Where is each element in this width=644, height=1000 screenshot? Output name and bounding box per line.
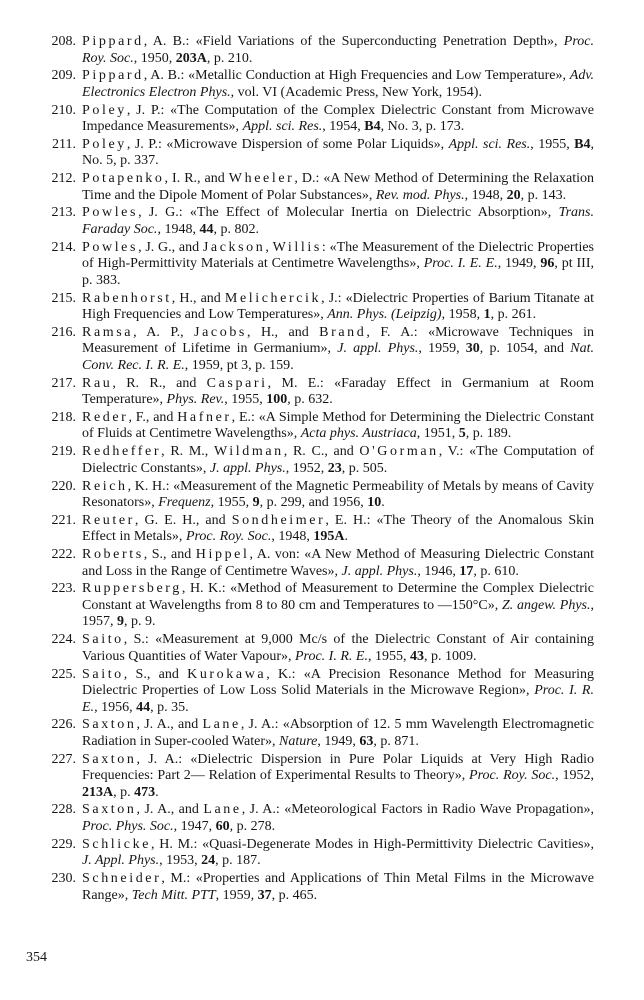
citation-text: , 1959, bbox=[418, 341, 466, 357]
volume-number: 23 bbox=[327, 460, 342, 476]
citation-text: , p. 187. bbox=[215, 853, 261, 869]
citation-text: , p. 299, and 1956, bbox=[259, 495, 368, 511]
volume-number: 63 bbox=[359, 733, 374, 749]
journal-title: Nature bbox=[279, 733, 318, 749]
citation-text: , p. 35. bbox=[150, 699, 189, 715]
reference-entry bbox=[32, 581, 594, 631]
citation-text: , p. 261. bbox=[490, 307, 537, 323]
author-surname: Schneider bbox=[82, 871, 162, 887]
citation-text: , 1952, bbox=[555, 768, 595, 784]
author-surname: Rau bbox=[82, 375, 113, 391]
citation-text: , 1955, bbox=[224, 392, 267, 408]
volume-number: 100 bbox=[266, 392, 288, 408]
volume-number: 473 bbox=[134, 784, 156, 800]
citation-text: , J.: «Dielectric Properties of Barium Titanate at High Frequencies and Low Temperatures», bbox=[82, 290, 594, 323]
author-surname: Redheffer bbox=[82, 444, 162, 460]
author-surname: Melichercik bbox=[224, 290, 322, 306]
reference-number: 216. bbox=[51, 324, 76, 340]
citation-text: , H., and bbox=[246, 324, 320, 340]
reference-entry bbox=[32, 547, 594, 580]
reference-entry bbox=[32, 802, 594, 835]
journal-title: Proc. I. R. E. bbox=[82, 683, 594, 715]
reference-entry bbox=[32, 376, 594, 409]
citation-text: , 1949, bbox=[497, 256, 541, 272]
citation-text: , p. 1009. bbox=[423, 648, 477, 664]
author-surname: Saito bbox=[82, 666, 124, 682]
author-surname: Potapenko bbox=[82, 171, 165, 187]
volume-number: 203A bbox=[175, 50, 207, 66]
citation-text: , R. C., and bbox=[283, 444, 360, 460]
citation-text: . bbox=[344, 529, 348, 545]
citation-text: , J. G., and bbox=[138, 239, 203, 255]
author-surname: Pippard bbox=[82, 34, 144, 49]
author-surname: Poley bbox=[82, 136, 127, 152]
journal-title: Rev. mod. Phys. bbox=[375, 187, 465, 203]
reference-entry bbox=[32, 325, 594, 375]
citation-text: , M. E.: «Faraday Effect in Germanium at Room Temperature», bbox=[82, 375, 594, 408]
citation-text: , J. P.: «Microwave Dispersion of some Polar Liquids», bbox=[126, 136, 449, 152]
citation-text: , 1956, bbox=[94, 699, 137, 715]
reference-number: 210. bbox=[51, 102, 76, 118]
journal-title: Appl. sci. Res. bbox=[242, 119, 323, 135]
volume-number: 60 bbox=[215, 818, 230, 834]
citation-text: , J. A., and bbox=[136, 717, 203, 733]
author-surname: Willis bbox=[272, 239, 322, 255]
volume-number: 44 bbox=[199, 221, 214, 237]
journal-title: Adv. Electronics Electron Phys. bbox=[82, 68, 594, 100]
citation-text: , p. 632. bbox=[287, 392, 333, 408]
author-surname: Jacobs bbox=[194, 324, 247, 340]
journal-title: Frequenz bbox=[158, 495, 211, 511]
volume-number: 20 bbox=[506, 187, 521, 203]
reference-number: 230. bbox=[51, 871, 76, 887]
citation-text: , No. 3, p. 173. bbox=[380, 119, 465, 135]
author-surname: Brand bbox=[319, 324, 367, 340]
citation-text: , E. H.: «The Theory of the Anomalous Skin Effect in Metals», bbox=[82, 512, 594, 545]
citation-text: : «The Measurement of the Dielectric Properties of High-Permittivity Materials at Centimetre Wavelengths», bbox=[82, 239, 595, 272]
citation-text: , 1947, bbox=[173, 818, 216, 834]
journal-title: Proc. I. R. E. bbox=[294, 648, 368, 664]
volume-number: 195A bbox=[313, 529, 345, 545]
reference-number: 208. bbox=[51, 34, 76, 49]
volume-number: 5 bbox=[458, 426, 466, 442]
citation-text: , J. G.: «The Effect of Molecular Inertia on Dielectric Absorption», bbox=[138, 205, 559, 221]
volume-number: 96 bbox=[540, 256, 555, 272]
citation-text: , G. E. H., and bbox=[134, 512, 232, 528]
reference-number: 219. bbox=[51, 444, 76, 460]
citation-text: , 1955, bbox=[367, 648, 410, 664]
volume-number: 44 bbox=[136, 699, 151, 715]
author-surname: Powles bbox=[82, 239, 139, 255]
citation-text: , 1952, bbox=[285, 460, 328, 476]
volume-number: 37 bbox=[257, 887, 272, 903]
citation-text: , p. 143. bbox=[520, 187, 567, 203]
citation-text: , bbox=[265, 239, 273, 255]
author-surname: Wheeler bbox=[228, 171, 295, 187]
citation-text: , V.: «The Computation of Dielectric Constants», bbox=[82, 444, 594, 476]
citation-text: , p. 189. bbox=[465, 426, 512, 442]
volume-number: 9 bbox=[252, 495, 260, 511]
reference-number: 225. bbox=[51, 666, 76, 682]
reference-number: 227. bbox=[51, 751, 76, 767]
citation-text: , 1958, bbox=[441, 307, 484, 323]
volume-number: B4 bbox=[574, 136, 591, 152]
citation-text: , 1957, bbox=[82, 597, 594, 630]
author-surname: Lane bbox=[202, 717, 241, 733]
author-surname: Lane bbox=[203, 802, 242, 818]
volume-number: 43 bbox=[409, 648, 424, 664]
citation-text: , 1949, bbox=[317, 733, 360, 749]
reference-number: 218. bbox=[51, 409, 76, 425]
citation-text: , K. H.: «Measurement of the Magnetic Permeability of Metals by means of Cavity Resonators», bbox=[82, 478, 594, 511]
reference-number: 214. bbox=[51, 239, 76, 255]
reference-number: 224. bbox=[51, 632, 76, 648]
citation-text: , J. A.: «Absorption of 12. 5 mm Wavelength Electromagnetic Radiation in Super-cooled Water», bbox=[82, 717, 595, 749]
reference-entry bbox=[32, 632, 594, 665]
citation-text: , p. 610. bbox=[473, 563, 519, 579]
citation-text: . bbox=[155, 784, 159, 800]
journal-title: Proc. Roy. Soc. bbox=[469, 768, 556, 784]
citation-text: , S.: «Measurement at 9,000 Mc/s of the Dielectric Constant of Air containing Various Quantities of Water Vapour», bbox=[82, 632, 594, 664]
author-surname: Ruppersberg bbox=[82, 581, 182, 597]
citation-text: , 1955, bbox=[530, 136, 575, 152]
author-surname: Hafner bbox=[177, 409, 232, 425]
citation-text: , p. 210. bbox=[206, 50, 253, 66]
citation-text: , R. M., bbox=[161, 444, 214, 460]
author-surname: Powles bbox=[82, 205, 139, 221]
reference-entry bbox=[32, 240, 594, 290]
citation-text: , H. M.: «Quasi-Degenerate Modes in High-Permittivity Dielectric Cavities», bbox=[151, 836, 594, 852]
author-surname: Reder bbox=[82, 409, 129, 425]
citation-text: , D.: «A New Method of Determining the Relaxation Time and the Dipole Moment of Polar Substances», bbox=[82, 171, 595, 203]
citation-text: , J. A.: «Dielectric Dispersion in Pure Polar Liquids at Very High Radio Frequencies: Part 2— Relation of Experimental Results to Theory», bbox=[82, 751, 594, 784]
citation-text: , p. 1054, and bbox=[479, 341, 571, 357]
author-surname: Schlicke bbox=[82, 836, 152, 852]
journal-title: Z. angew. Phys. bbox=[502, 597, 591, 613]
journal-title: J. appl. Phys. bbox=[337, 341, 419, 357]
citation-text: , F. A.: «Microwave Techniques in Measurement of Lifetime in Germanium», bbox=[82, 324, 594, 357]
citation-text: , J. P.: «The Computation of the Complex Dielectric Constant from Microwave Impedance Measurements», bbox=[82, 102, 594, 135]
journal-title: J. appl. Phys. bbox=[209, 460, 286, 476]
volume-number: 9 bbox=[117, 614, 124, 630]
citation-text: , 1953, bbox=[159, 853, 202, 869]
citation-text: , A. B.: «Field Variations of the Superconducting Penetration Depth», bbox=[143, 34, 564, 49]
author-surname: Saxton bbox=[82, 717, 137, 733]
reference-number: 209. bbox=[51, 68, 76, 84]
citation-text: , A. B.: «Metallic Conduction at High Frequencies and Low Temperature», bbox=[143, 68, 570, 84]
author-surname: Reich bbox=[82, 478, 128, 494]
citation-text: , A. P., bbox=[133, 324, 195, 340]
journal-title: Proc. Phys. Soc. bbox=[82, 818, 174, 834]
citation-text: , K.: «A Precision Resonance Method for Measuring Dielectric Properties of Low Loss Solid Materials in the Microwave Region», bbox=[82, 666, 594, 699]
reference-entry bbox=[32, 291, 594, 324]
citation-text: , p. 505. bbox=[341, 460, 388, 476]
citation-text: , p. 465. bbox=[271, 887, 318, 903]
reference-entry bbox=[32, 444, 594, 477]
reference-entry bbox=[32, 871, 594, 904]
journal-title: Proc. Roy. Soc. bbox=[82, 34, 594, 66]
author-surname: Ramsa bbox=[82, 324, 134, 340]
citation-text: , H., and bbox=[171, 290, 225, 306]
journal-title: Proc. I. E. E. bbox=[423, 256, 498, 272]
journal-title: Trans. Faraday Soc. bbox=[82, 205, 594, 237]
reference-list bbox=[32, 34, 594, 905]
citation-text: , R. R., and bbox=[112, 375, 207, 391]
citation-text: , 1948, bbox=[157, 221, 200, 237]
author-surname: Caspari bbox=[206, 375, 268, 391]
volume-number: 213A bbox=[82, 784, 114, 800]
author-surname: O'Gorman bbox=[359, 444, 439, 460]
author-surname: Wildman bbox=[214, 444, 284, 460]
citation-text: , 1948, bbox=[464, 187, 507, 203]
citation-text: , 1950, bbox=[133, 50, 176, 66]
reference-entry bbox=[32, 137, 594, 170]
citation-text: , 1948, bbox=[271, 529, 314, 545]
reference-number: 223. bbox=[51, 581, 76, 597]
citation-text: , 1959, pt 3, p. 159. bbox=[184, 357, 294, 373]
author-surname: Reuter bbox=[82, 512, 135, 528]
journal-title: Phys. Rev. bbox=[166, 392, 225, 408]
reference-number: 221. bbox=[51, 512, 76, 528]
author-surname: Saxton bbox=[82, 751, 137, 767]
journal-title: J. appl. Phys. bbox=[341, 563, 418, 579]
reference-entry bbox=[32, 752, 594, 802]
citation-text: , p. 802. bbox=[213, 221, 259, 237]
citation-text: , p. 871. bbox=[373, 733, 419, 749]
reference-number: 215. bbox=[51, 290, 76, 306]
citation-text: . bbox=[381, 495, 385, 511]
volume-number: 30 bbox=[465, 341, 480, 357]
reference-entry bbox=[32, 667, 594, 717]
author-surname: Kurokawa bbox=[187, 666, 267, 682]
volume-number: 24 bbox=[201, 853, 216, 869]
citation-text: , M.: «Properties and Applications of Thin Metal Films in the Microwave Range», bbox=[82, 871, 594, 903]
reference-entry bbox=[32, 171, 594, 204]
citation-text: , J. A.: «Meteorological Factors in Radio Wave Propagation», bbox=[241, 802, 594, 818]
author-surname: Pippard bbox=[82, 68, 144, 84]
reference-number: 228. bbox=[51, 802, 76, 818]
author-surname: Sondheimer bbox=[231, 512, 326, 528]
citation-text: , S., and bbox=[123, 666, 188, 682]
reference-number: 213. bbox=[51, 205, 76, 221]
journal-title: Tech Mitt. PTT bbox=[131, 887, 216, 903]
journal-title: Appl. sci. Res. bbox=[448, 136, 531, 152]
citation-text: , 1946, bbox=[417, 563, 460, 579]
reference-entry bbox=[32, 717, 594, 750]
reference-number: 212. bbox=[51, 171, 76, 187]
citation-text: , S., and bbox=[143, 547, 196, 563]
citation-text: , 1959, bbox=[215, 887, 258, 903]
citation-text: , 1954, bbox=[322, 119, 365, 135]
citation-text: , p. bbox=[113, 784, 135, 800]
reference-entry bbox=[32, 68, 594, 101]
citation-text: , I. R., and bbox=[164, 171, 229, 187]
author-surname: Hippel bbox=[195, 547, 250, 563]
volume-number: B4 bbox=[364, 119, 381, 135]
reference-number: 220. bbox=[51, 478, 76, 494]
journal-title: Acta phys. Austriaca bbox=[300, 426, 417, 442]
citation-text: , vol. VI (Academic Press, New York, 1954). bbox=[230, 84, 482, 100]
reference-number: 217. bbox=[51, 375, 76, 391]
reference-entry bbox=[32, 410, 594, 443]
reference-entry bbox=[32, 103, 594, 136]
journal-title: Nat. Conv. Rec. I. R. E. bbox=[82, 341, 594, 373]
reference-entry bbox=[32, 205, 594, 238]
reference-entry bbox=[32, 34, 594, 67]
page-number: 354 bbox=[26, 950, 47, 965]
author-surname: Roberts bbox=[82, 547, 144, 563]
reference-number: 229. bbox=[51, 836, 76, 852]
author-surname: Rabenhorst bbox=[82, 290, 172, 306]
citation-text: , 1955, bbox=[210, 495, 253, 511]
citation-text: , p. 278. bbox=[229, 818, 276, 834]
author-surname: Poley bbox=[82, 102, 127, 118]
citation-text: , F., and bbox=[128, 409, 178, 425]
citation-text: , pt III, p. 383. bbox=[82, 256, 594, 288]
journal-title: J. Appl. Phys. bbox=[82, 853, 160, 869]
author-surname: Saxton bbox=[82, 802, 137, 818]
journal-title: Proc. Roy. Soc. bbox=[185, 529, 272, 545]
volume-number: 10 bbox=[367, 495, 382, 511]
reference-entry bbox=[32, 479, 594, 512]
author-surname: Jackson bbox=[202, 239, 266, 255]
citation-text: , No. 5, p. 337. bbox=[82, 136, 595, 169]
reference-entry bbox=[32, 513, 594, 546]
author-surname: Saito bbox=[82, 632, 124, 648]
citation-text: , A. von: «A New Method of Measuring Dielectric Constant and Loss in the Range of Centimetre Waves», bbox=[82, 547, 595, 579]
reference-number: 222. bbox=[51, 547, 76, 563]
citation-text: , p. 9. bbox=[124, 614, 156, 630]
citation-text: , J. A., and bbox=[136, 802, 204, 818]
journal-title: Ann. Phys. (Leipzig) bbox=[327, 307, 442, 323]
volume-number: 17 bbox=[459, 563, 474, 579]
reference-entry bbox=[32, 837, 594, 870]
volume-number: 1 bbox=[483, 307, 491, 323]
reference-number: 226. bbox=[51, 717, 76, 733]
citation-text: , 1951, bbox=[416, 426, 459, 442]
citation-text: , H. K.: «Method of Measurement to Determine the Complex Dielectric Constant at Wavelengths from 8 to 80 cm and Temperatures to —150°C», bbox=[82, 581, 594, 613]
reference-number: 211. bbox=[52, 136, 76, 152]
citation-text: , E.: «A Simple Method for Determining the Dielectric Constant of Fluids at Centimetre Wavelengths», bbox=[82, 409, 594, 442]
